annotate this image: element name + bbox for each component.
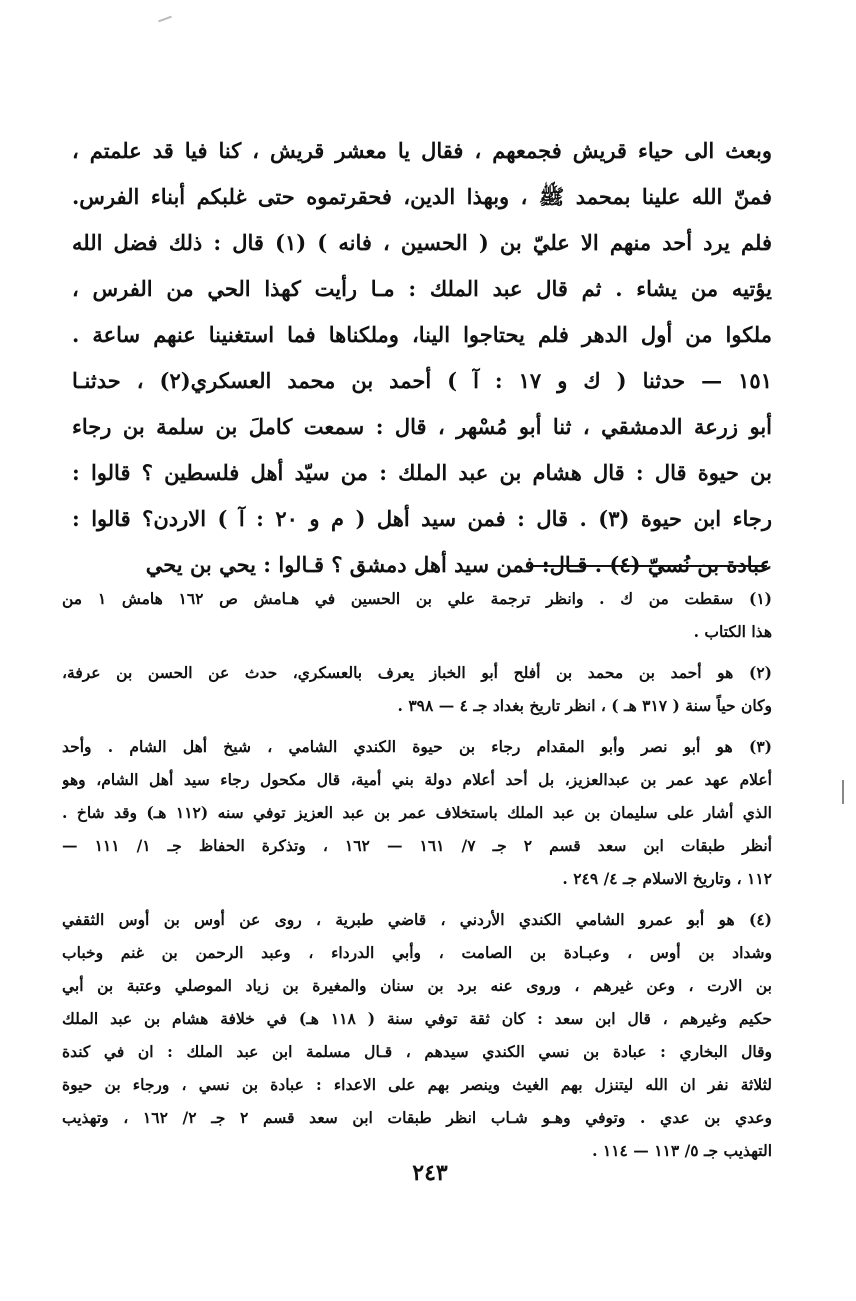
footnote-line: وعدي بن عدي . وتوفي وهـو شـاب انظر طبقات ابن سعد قسم ٢ جـ ٢/ ١٦٢ ، وتهذيب	[62, 1108, 772, 1127]
main-text-line: ملكوا من أول الدهر فلم يحتاجوا الينا، وملكناها فما استغنينا عنهم ساعة .	[72, 322, 772, 347]
footnote-line: أنظر طبقات ابن سعد قسم ٢ جـ ٧/ ١٦١ — ١٦٢ ، وتذكرة الحفاظ جـ ١/ ١١١ —	[62, 836, 772, 855]
footnote-2	[62, 656, 772, 722]
main-text-line: رجاء ابن حيوة (٣) . قال : فمن سيد أهل ( م و ٢٠ : آ ) الاردن؟ قالوا :	[72, 506, 772, 531]
footnotes-block	[62, 582, 772, 1175]
footnote-line: حكيم وغيرهم ، قال ابن سعد : كان ثقة توفي سنة ( ١١٨ هـ) في خلافة هشام بن عبد الملك	[62, 1009, 772, 1028]
main-text-line: أبو زرعة الدمشقي ، ثنا أبو مُسْهر ، قال : سمعت كاملَ بن سلمة بن رجاء	[72, 414, 772, 439]
footnote-line: وكان حياً سنة ( ٣١٧ هـ ) ، انظر تاريخ بغداد جـ ٤ — ٣٩٨ .	[397, 696, 772, 715]
footnote-line: التهذيب جـ ٥/ ١١٣ — ١١٤ .	[592, 1141, 772, 1160]
main-text-line: فلم يرد أحد منهم الا عليّ بن ( الحسين ، فانه ) (١) قال : ذلك فضل الله	[72, 230, 772, 255]
footnote-line: (١) سقطت من ك . وانظر ترجمة علي بن الحسين في هـامش ص ١٦٢ هامش ١ من	[62, 589, 772, 608]
footnote-line: الذي أشار على سليمان بن عبد الملك باستخلاف عمر بن عبد العزيز توفي سنه (١١٢ هـ) وقد شاخ .	[62, 803, 772, 822]
footnote-divider	[530, 565, 767, 567]
footnote-line: أعلام عهد عمر بن عبدالعزيز، بل أحد أعلام دولة بني أمية، قال مكحول رجاء سيد أهل الشام، وهو	[62, 770, 772, 789]
page-number: ٢٤٣	[412, 1160, 448, 1186]
main-text-line: يؤتيه من يشاء . ثم قال عبد الملك : مـا رأيت كهذا الحي من الفرس ،	[72, 276, 772, 301]
scan-mark	[842, 780, 844, 804]
footnote-1	[62, 582, 772, 648]
footnote-line: (٤) هو أبو عمرو الشامي الكندي الأردني ، قاضي طبرية ، روى عن أوس بن أوس الثقفي	[62, 910, 772, 929]
main-text-line: عبادة بن نُسيّ (٤) . قـال: فمن سيد أهل دمشق ؟ قـالوا : يحي بن يحي	[145, 552, 772, 577]
scan-speck	[158, 16, 172, 23]
footnote-line: لثلاثة نفر ان الله ليتنزل بهم الغيث وينصر بهم على الاعداء : عبادة بن نسي ، ورجاء بن حيوة	[62, 1075, 772, 1094]
main-text-line: ١٥١ — حدثنا ( ك و ١٧ : آ ) أحمد بن محمد العسكري(٢) ، حدثنـا	[72, 368, 772, 393]
footnote-line: ١١٢ ، وتاريخ الاسلام جـ ٤/ ٢٤٩ .	[562, 869, 772, 888]
footnote-line: وقال البخاري : عبادة بن نسي الكندي سيدهم ، قـال مسلمة ابن عبد الملك : ان في كندة	[62, 1042, 772, 1061]
main-text-line: فمنّ الله علينا بمحمد ﷺ ، وبهذا الدين، فحقرتموه حتى غلبكم أبناء الفرس.	[72, 184, 772, 209]
main-text-block	[72, 128, 772, 588]
footnote-3	[62, 730, 772, 895]
footnote-line: (٣) هو أبو نصر وأبو المقدام رجاء بن حيوة الكندي الشامي ، شيخ أهل الشام . وأحد	[62, 737, 772, 756]
footnote-line: هذا الكتاب .	[693, 622, 772, 641]
main-text-line: وبعث الى حياء قريش فجمعهم ، فقال يا معشر قريش ، كنا فيا قد علمتم ،	[72, 138, 772, 163]
footnote-line: وشداد بن أوس ، وعبـادة بن الصامت ، وأبي الدرداء ، وعبد الرحمن بن غنم وخباب	[62, 943, 772, 962]
footnote-line: (٢) هو أحمد بن محمد بن أفلح أبو الخباز يعرف بالعسكري، حدث عن الحسن بن عرفة،	[62, 663, 772, 682]
main-text-line: بن حيوة قال : قال هشام بن عبد الملك : من سيّد أهل فلسطين ؟ قالوا :	[72, 460, 772, 485]
footnote-line: بن الارت ، وعن غيرهم ، وروى عنه برد بن سنان والمغيرة بن زياد الموصلي وعتبة بن أبي	[62, 976, 772, 995]
footnote-4	[62, 903, 772, 1167]
